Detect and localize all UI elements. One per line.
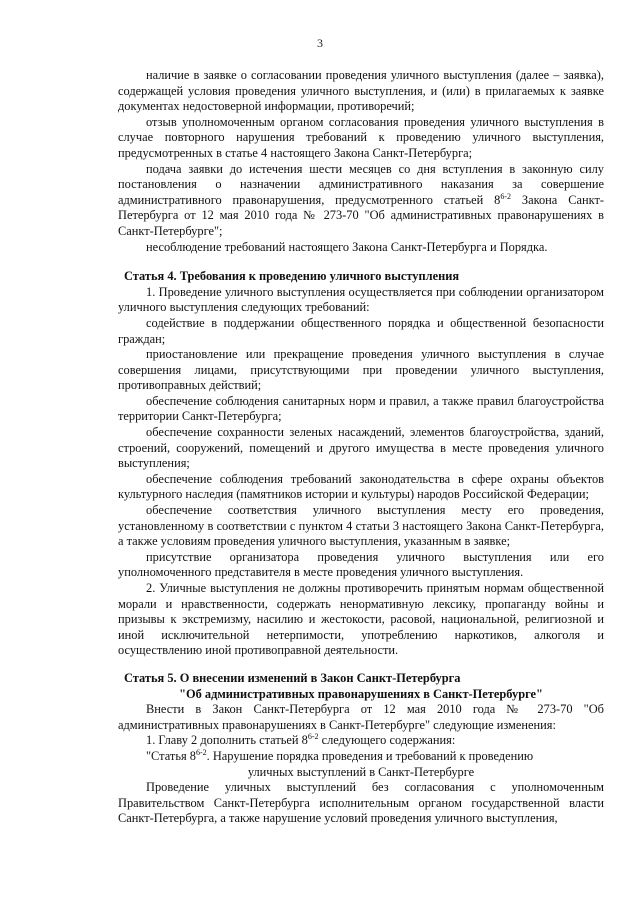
paragraph: отзыв уполномоченным органом согласования проведения уличного выступления в случае повторного нарушения требований к проведению уличного выступления, предусмотренных в статье 4 настоящего Закона Санкт-Петербурга; (118, 114, 604, 160)
spacer (118, 255, 604, 269)
superscript: 6-2 (500, 191, 511, 201)
paragraph: присутствие организатора проведения уличного выступления или его уполномоченного представителя в месте проведения уличного выступления. (118, 549, 604, 580)
paragraph-text: "Статья 8 (146, 748, 196, 763)
document-body (118, 68, 604, 827)
superscript: 6-2 (195, 747, 207, 757)
page-number: 3 (317, 36, 323, 50)
paragraph: обеспечение соответствия уличного выступления месту его проведения, установленному в соответствии с пунктом 4 статьи 3 настоящего Закона Санкт-Петербурга, а также условиям проведения уличного выступления, указанным в заявке; (118, 503, 604, 549)
paragraph: несоблюдение требований настоящего Закона Санкт-Петербурга и Порядка. (146, 239, 548, 254)
spacer (118, 659, 604, 671)
article-4-heading: Статья 4. Требования к проведению уличного выступления (124, 269, 460, 284)
new-article-title-line2: уличных выступлений в Санкт-Петербурге (247, 764, 475, 779)
superscript: 6-2 (307, 732, 319, 742)
paragraph-text: . Нарушение порядка проведения и требований к проведению (206, 748, 534, 763)
paragraph: Проведение уличных выступлений без согласования с уполномоченным Правительством Санкт-Петербурга исполнительным органом государственной власти Санкт-Петербурга, а также нарушение условий проведения уличного выступления, (118, 780, 604, 826)
paragraph-text: подача заявки до истечения шести месяцев со дня вступления в законную силу постановления о назначении административного наказания за совершение административного правонарушения, предусмотренного статьей 8 (118, 161, 604, 207)
paragraph (118, 162, 604, 240)
paragraph: Внести в Закон Санкт-Петербурга от 12 мая 2010 года № 273-70 "Об административных правонарушениях в Санкт-Петербурге" следующие изменения: (118, 702, 604, 732)
paragraph: обеспечение соблюдения требований законодательства в сфере охраны объектов культурного наследия (памятников истории и культуры) народов Российской Федерации; (118, 471, 604, 502)
paragraph: обеспечение соблюдения санитарных норм и правил, а также правил благоустройства территории Санкт-Петербурга; (118, 393, 604, 424)
paragraph (118, 733, 604, 749)
paragraph: приостановление или прекращение проведения уличного выступления в случае совершения лицами, присутствующими при проведении уличного выступления, противоправных действий; (118, 347, 604, 393)
paragraph: наличие в заявке о согласовании проведения уличного выступления (далее – заявка), содержащей условия проведения уличного выступления, и (или) в прилагаемых к заявке документах недостоверной информации, противоречий; (118, 68, 604, 114)
paragraph: обеспечение сохранности зеленых насаждений, элементов благоустройства, зданий, строений, сооружений, помещений и другого имущества в месте проведения уличного выступления; (118, 425, 604, 471)
paragraph-text: следующего содержания: (318, 733, 456, 748)
paragraph-text: Закона Санкт-Петербурга от 12 мая 2010 года № 273-70 "Об административных правонарушениях в Санкт-Петербурге"; (118, 192, 604, 238)
article-5-heading: Статья 5. О внесении изменений в Закон Санкт-Петербурга (124, 670, 461, 685)
paragraph-text: 1. Главу 2 дополнить статьей 8 (146, 733, 308, 748)
paragraph: 2. Уличные выступления не должны противоречить принятым нормам общественной морали и нравственности, содержать ненормативную лексику, пропаганду войны и призывы к экстремизму, насилию и жестокости, расовой, национальной, религиозной и иной исключительной нетерпимости, употреблению наркотиков, алкоголя и осуществлению иной противоправной деятельности. (118, 581, 604, 658)
paragraph: содействие в поддержании общественного порядка и общественной безопасности граждан; (118, 315, 604, 346)
article-5-heading-line2: "Об административных правонарушениях в Санкт-Петербурге" (179, 686, 543, 701)
new-article-title (118, 749, 604, 765)
paragraph: 1. Проведение уличного выступления осуществляется при соблюдении организатором уличного выступления следующих требований: (118, 284, 604, 315)
